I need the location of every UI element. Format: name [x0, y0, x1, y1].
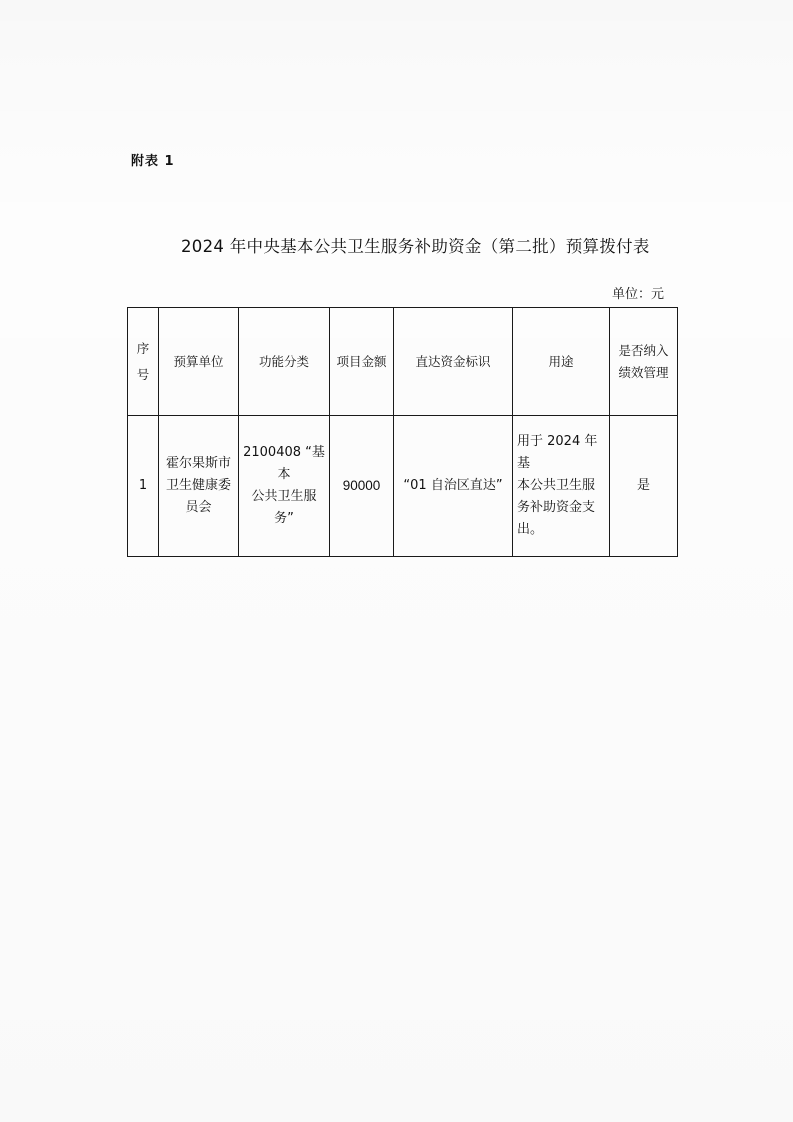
header-function-class: 功能分类 — [239, 308, 330, 416]
table-row — [128, 416, 678, 557]
header-project-amount: 项目金额 — [330, 308, 394, 416]
header-budget-unit: 预算单位 — [159, 308, 239, 416]
cell-budget-unit-line: 霍尔果斯市 — [165, 456, 231, 471]
table-header-row — [128, 308, 678, 416]
header-serial-line2: 号 — [136, 366, 150, 382]
cell-purpose-line: 务补助资金支 — [517, 500, 596, 515]
header-perf-line1: 是否纳入 — [618, 342, 669, 358]
cell-purpose — [513, 416, 610, 557]
header-direct-fund-mark: 直达资金标识 — [394, 308, 513, 416]
cell-purpose-line: 本公共卫生服 — [517, 478, 596, 493]
cell-purpose-line: 出。 — [517, 522, 544, 537]
document-title: 2024 年中央基本公共卫生服务补助资金（第二批）预算拨付表 — [181, 237, 650, 256]
budget-table — [127, 307, 678, 557]
cell-function-class-line: 2100408 “基本 — [243, 445, 325, 482]
cell-direct-fund-mark: “01 自治区直达” — [394, 416, 513, 557]
header-perf-line2: 绩效管理 — [618, 364, 669, 380]
cell-serial: 1 — [128, 416, 159, 557]
cell-budget-unit-line: 卫生健康委 — [165, 478, 231, 493]
cell-budget-unit — [159, 416, 239, 557]
cell-function-class — [239, 416, 330, 557]
attachment-label: 附表 1 — [131, 154, 175, 169]
cell-purpose-line: 用于 2024 年基 — [517, 434, 598, 471]
header-serial-line1: 序 — [136, 340, 150, 356]
cell-project-amount: 90000 — [330, 416, 394, 557]
cell-performance-mgmt: 是 — [610, 416, 678, 557]
header-purpose: 用途 — [513, 308, 610, 416]
cell-function-class-line: 公共卫生服 — [251, 489, 317, 504]
header-performance-mgmt — [610, 308, 678, 416]
cell-budget-unit-line: 员会 — [185, 500, 212, 515]
header-serial — [128, 308, 159, 416]
cell-function-class-line: 务” — [274, 511, 294, 526]
unit-label: 单位：元 — [612, 287, 665, 302]
